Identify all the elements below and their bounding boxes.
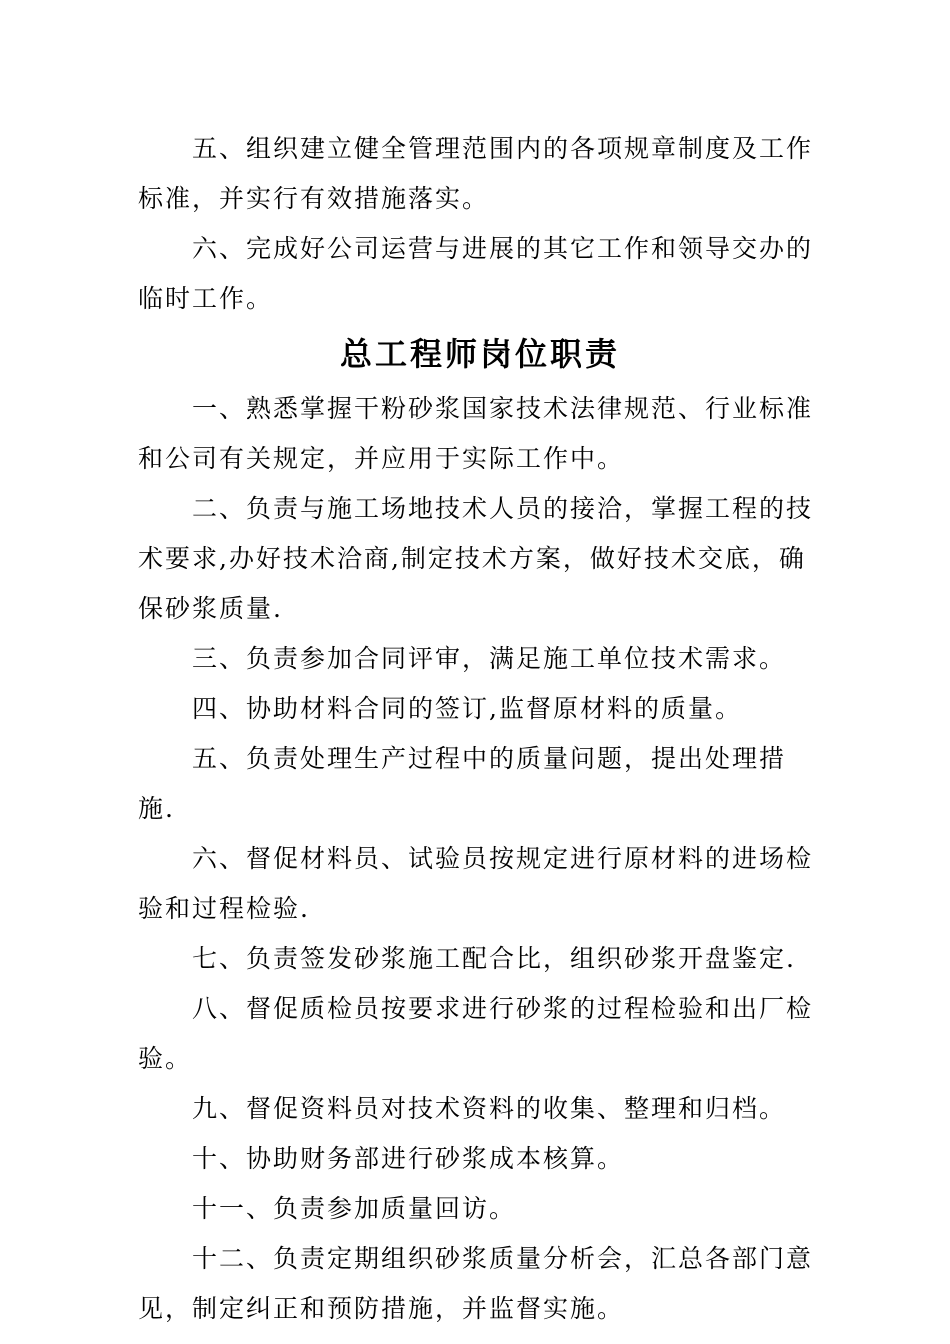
duty-item-8: 八、督促质检员按要求进行砂浆的过程检验和出厂检验。 xyxy=(138,994,814,1073)
document-body xyxy=(138,124,822,1334)
duty-item-11: 十一、负责参加质量回访。 xyxy=(192,1194,517,1223)
duty-item-3: 三、负责参加合同评审，满足施工单位技术需求。 xyxy=(192,644,787,673)
duty-item-9: 九、督促资料员对技术资料的收集、整理和归档。 xyxy=(192,1094,787,1123)
duty-item-4: 四、协助材料合同的签订,监督原材料的质量。 xyxy=(192,694,742,723)
paragraph-prev-6: 六、完成好公司运营与进展的其它工作和领导交办的临时工作。 xyxy=(138,234,814,313)
duty-item-5: 五、负责处理生产过程中的质量问题，提出处理措施. xyxy=(138,744,787,823)
duty-item-12: 十二、负责定期组织砂浆质量分析会，汇总各部门意见，制定纠正和预防措施，并监督实施。 xyxy=(138,1244,814,1323)
section-title: 总工程师岗位职责 xyxy=(339,335,620,373)
duty-item-6: 六、督促材料员、试验员按规定进行原材料的进场检验和过程检验. xyxy=(138,844,814,923)
duty-item-1: 一、熟悉掌握干粉砂浆国家技术法律规范、行业标准和公司有关规定，并应用于实际工作中。 xyxy=(138,394,814,473)
duty-item-7: 七、负责签发砂浆施工配合比，组织砂浆开盘鉴定. xyxy=(192,944,796,973)
duty-item-10: 十、协助财务部进行砂浆成本核算。 xyxy=(192,1144,625,1173)
paragraph-prev-5: 五、组织建立健全管理范围内的各项规章制度及工作标准，并实行有效措施落实。 xyxy=(138,134,814,213)
duty-item-2: 二、负责与施工场地技术人员的接洽，掌握工程的技术要求,办好技术洽商,制定技术方案，做好技术交底，确保砂浆质量. xyxy=(138,494,814,623)
